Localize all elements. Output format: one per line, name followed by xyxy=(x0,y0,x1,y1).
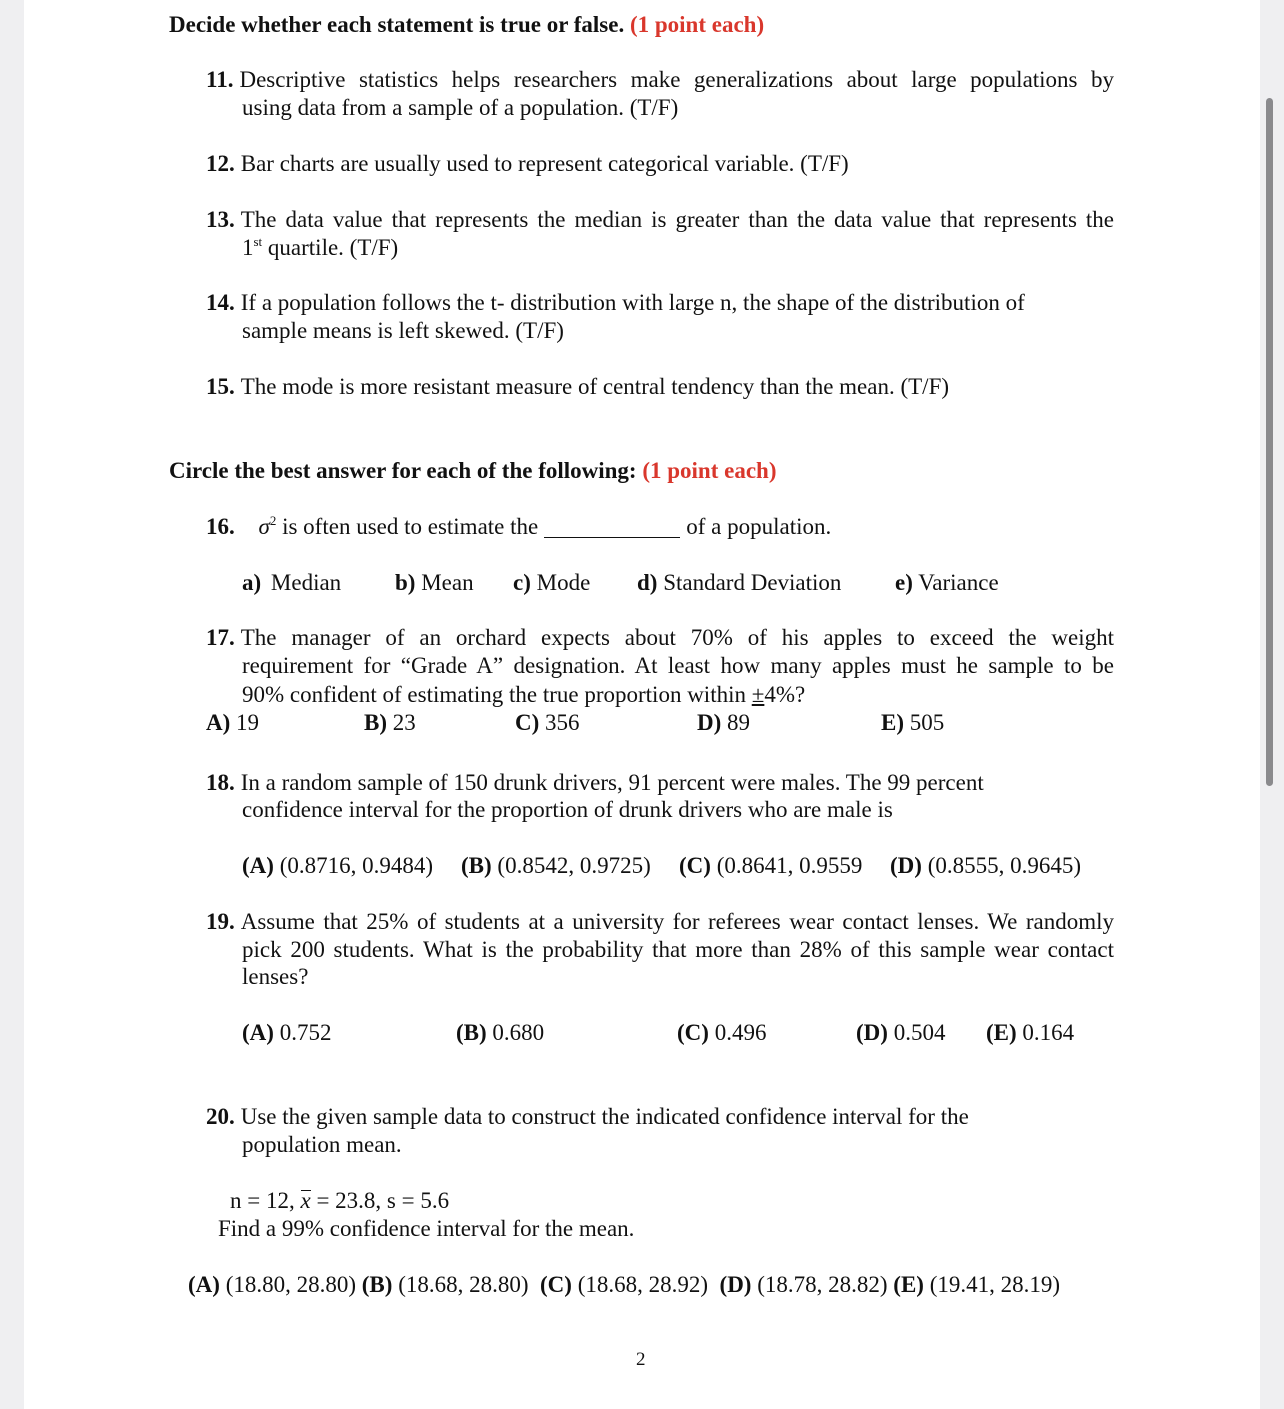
q18-option-d: (D) (0.8555, 0.9645) xyxy=(890,853,1082,878)
points-note: (1 point each) xyxy=(629,12,765,37)
question-17-line2: requirement for “Grade A” designation. At least how many apples must he sample to be xyxy=(242,653,1114,678)
q17-option-c: C) 356 xyxy=(515,710,580,735)
q17-option-b: B) 23 xyxy=(364,710,416,735)
question-16: 16. $\sigma^2$ is often used to estimate the of a population. xyxy=(206,513,832,539)
question-17-line3: 90% confident of estimating the true proportion within ±4%? xyxy=(242,682,806,707)
q16-option-c: c) Mode xyxy=(513,570,591,595)
section-heading-true-false: Decide whether each statement is true or false. (1 point each) xyxy=(169,12,765,37)
q17-option-a: A) 19 xyxy=(206,710,260,735)
q18-option-c: (C) (0.8641, 0.9559 xyxy=(679,853,863,878)
page-number: 2 xyxy=(636,1349,646,1370)
question-19-line3: lenses? xyxy=(242,964,309,989)
q20-options: (A) (18.80, 28.80) (B) (18.68, 28.80) (C) (18.68, 28.92) (D) (18.78, 28.82) (E) (19.41, 28.19) xyxy=(188,1272,1061,1297)
q19-option-d: (D) 0.504 xyxy=(856,1020,946,1045)
q17-option-d: D) 89 xyxy=(697,710,751,735)
q16-option-b: b) Mean xyxy=(395,570,474,595)
question-20-line1: 20. Use the given sample data to construct the indicated confidence interval for the xyxy=(206,1104,969,1129)
question-17-line1: 17. The manager of an orchard expects about 70% of his apples to exceed the weight xyxy=(206,625,1114,650)
points-note: (1 point each) xyxy=(642,458,777,483)
q19-option-e: (E) 0.164 xyxy=(986,1020,1075,1045)
section-heading-multiple-choice: Circle the best answer for each of the following: (1 point each) xyxy=(169,458,777,483)
vertical-scrollbar[interactable] xyxy=(1266,98,1273,786)
q17-option-e: E) 505 xyxy=(881,710,945,735)
q16-option-a: a) Median xyxy=(242,570,342,595)
question-11-line2: using data from a sample of a population. (T/F) xyxy=(242,95,679,120)
q20-given-data: n = 12, x = 23.8, s = 5.6 xyxy=(230,1188,450,1213)
question-18-line2: confidence interval for the proportion of drunk drivers who are male is xyxy=(242,797,893,822)
question-12: 12. Bar charts are usually used to represent categorical variable. (T/F) xyxy=(206,151,849,176)
question-18-line1: 18. In a random sample of 150 drunk drivers, 91 percent were males. The 99 percent xyxy=(206,770,984,795)
q18-option-a: (A) (0.8716, 0.9484) xyxy=(242,853,434,878)
question-14-line2: sample means is left skewed. (T/F) xyxy=(242,318,564,343)
question-19-line2: pick 200 students. What is the probability that more than 28% of this sample wear contact xyxy=(242,937,1114,962)
q20-find: Find a 99% confidence interval for the mean. xyxy=(218,1216,635,1241)
q19-option-c: (C) 0.496 xyxy=(677,1020,767,1045)
question-11-line1: 11. Descriptive statistics helps researchers make generalizations about large populations by xyxy=(206,67,1114,92)
question-19-line1: 19. Assume that 25% of students at a university for referees wear contact lenses. We randomly xyxy=(206,909,1114,934)
q19-option-b: (B) 0.680 xyxy=(456,1020,545,1045)
q18-option-b: (B) (0.8542, 0.9725) xyxy=(461,853,651,878)
question-13-line2: 1st quartile. (T/F) xyxy=(242,234,399,260)
q19-option-a: (A) 0.752 xyxy=(242,1020,332,1045)
x-bar-symbol: x xyxy=(300,1188,311,1213)
question-14-line1: 14. If a population follows the t- distribution with large n, the shape of the distribution of xyxy=(206,290,1025,315)
question-20-line2: population mean. xyxy=(242,1132,402,1157)
q16-option-e: e) Variance xyxy=(895,570,999,595)
q16-option-d: d) Standard Deviation xyxy=(637,570,842,595)
question-15: 15. The mode is more resistant measure of central tendency than the mean. (T/F) xyxy=(206,374,950,399)
answer-blank xyxy=(544,517,680,538)
question-13-line1: 13. The data value that represents the median is greater than the data value that represents the xyxy=(206,207,1114,232)
